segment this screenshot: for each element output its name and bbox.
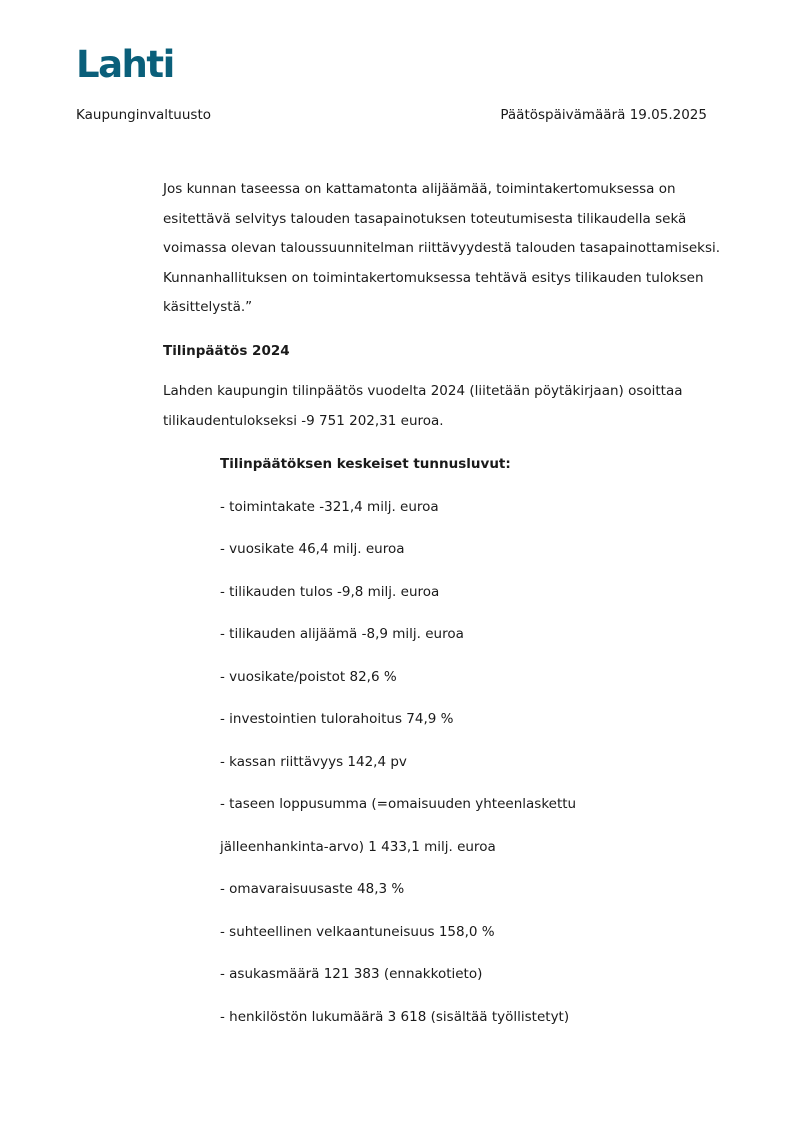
key-figure-line: - henkilöstön lukumäärä 3 618 (sisältää työllistetyt) <box>220 1008 570 1025</box>
result-paragraph: Lahden kaupungin tilinpäätös vuodelta 2024 (liitetään pöytäkirjaan) osoittaa tilikaudentulokseksi -9 751 202,31 euroa. <box>163 383 683 429</box>
key-figure-line: - suhteellinen velkaantuneisuus 158,0 % <box>220 923 495 940</box>
key-figure-line: - tilikauden tulos -9,8 milj. euroa <box>220 583 440 600</box>
header-organ: Kaupunginvaltuusto <box>76 107 212 123</box>
intro-paragraph: Jos kunnan taseessa on kattamatonta alijäämää, toimintakertomuksessa on esitettävä selvitys talouden tasapainotuksen toteutumisesta tilikaudella sekä voimassa olevan taloussuunnitelman riittävyydestä talouden tasapainottamiseksi. Kunnanhallituksen on toimintakertomuksessa tehtävä esitys tilikauden tuloksen käsittelystä.” <box>163 181 721 315</box>
key-figure-line: - vuosikate 46,4 milj. euroa <box>220 541 405 557</box>
lahti-logo: Lahti <box>76 43 174 86</box>
key-figure-line: - omavaraisuusaste 48,3 % <box>220 881 405 897</box>
header-decision-date: Päätöspäivämäärä 19.05.2025 <box>500 107 707 123</box>
key-figure-line: - taseen loppusumma (=omaisuuden yhteenlaskettu <box>220 796 577 812</box>
key-figure-line: - kassan riittävyys 142,4 pv <box>220 753 407 770</box>
key-figure-line: - investointien tulorahoitus 74,9 % <box>220 711 454 727</box>
key-figure-line: - tilikauden alijäämä -8,9 milj. euroa <box>220 626 464 642</box>
key-figure-line: - vuosikate/poistot 82,6 % <box>220 668 397 685</box>
section-heading: Tilinpäätös 2024 <box>163 343 290 359</box>
key-figure-line: jälleenhankinta-arvo) 1 433,1 milj. euroa <box>220 838 496 855</box>
key-figures-list <box>220 451 720 1046</box>
key-figures-title: Tilinpäätöksen keskeiset tunnusluvut: <box>220 456 511 472</box>
key-figure-line: - toimintakate -321,4 milj. euroa <box>220 498 439 515</box>
key-figure-line: - asukasmäärä 121 383 (ennakkotieto) <box>220 966 483 982</box>
